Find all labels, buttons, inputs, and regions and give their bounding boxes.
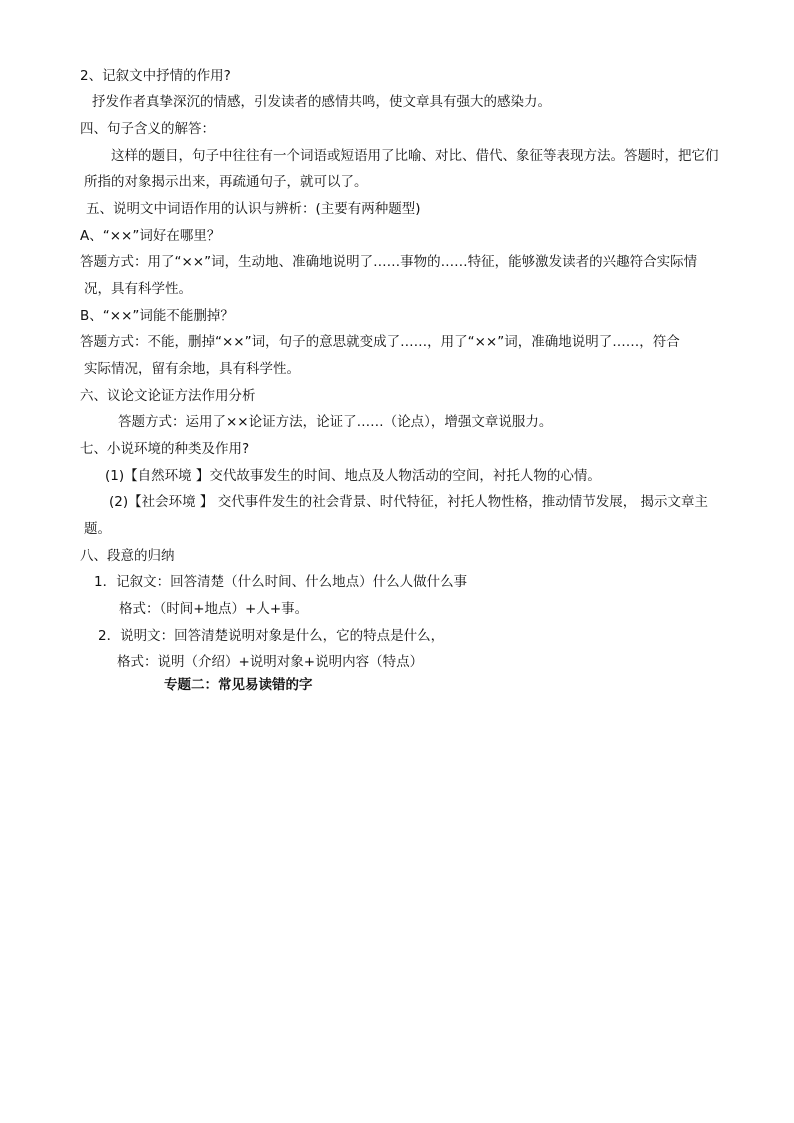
- paragraph-sentence-meaning-1: 这样的题目，句子中往往有一个词语或短语用了比喻、对比、借代、象征等表现方法。答题时，把它们: [111, 148, 719, 164]
- item-expository: 2．说明文：回答清楚说明对象是什么，它的特点是什么，: [98, 628, 445, 644]
- question-a: A、“××”词好在哪里？: [80, 228, 221, 244]
- section-heading-sentence-meaning: 四、句子含义的解答：: [80, 121, 215, 137]
- item-social-environment-1: (2)【社会环境 】 交代事件发生的社会背景、时代特征，衬托人物性格，推动情节发展， 揭示文章主: [109, 494, 708, 510]
- paragraph-sentence-meaning-2: 所指的对象揭示出来，再疏通句子，就可以了。: [84, 174, 368, 190]
- answer-argument-methods: 答题方式：运用了××论证方法，论证了……（论点），增强文章说服力。: [118, 414, 553, 430]
- question-b: B、“××”词能不能删掉？: [80, 308, 234, 324]
- item-natural-environment: (1)【自然环境 】交代故事发生的时间、地点及人物活动的空间，衬托人物的心情。: [105, 468, 601, 484]
- answer-lyric-function: 抒发作者真挚深沉的情感，引发读者的感情共鸣，使文章具有强大的感染力。: [92, 94, 551, 110]
- answer-b-2: 实际情况，留有余地，具有科学性。: [84, 361, 300, 377]
- item-social-environment-2: 题。: [84, 521, 111, 537]
- topic-heading-common-misread-characters: 专题二：常见易读错的字: [164, 677, 313, 693]
- section-heading-novel-environment: 七、小说环境的种类及作用?: [80, 441, 250, 457]
- section-heading-word-function: 五、说明文中词语作用的认识与辨析：(主要有两种题型): [86, 201, 421, 217]
- answer-b-1: 答题方式：不能，删掉“××”词，句子的意思就变成了……，用了“××”词，准确地说明了……，符合: [80, 334, 680, 350]
- item-narrative: 1．记叙文：回答清楚（什么时间、什么地点）什么人做什么事: [94, 574, 468, 590]
- format-expository: 格式：说明（介绍）+说明对象+说明内容（特点）: [117, 654, 424, 670]
- section-heading-argument-methods: 六、议论文论证方法作用分析: [80, 388, 256, 404]
- answer-a-1: 答题方式：用了“××”词，生动地、准确地说明了……事物的……特征，能够激发读者的兴趣符合实际情: [80, 254, 698, 270]
- section-heading-paragraph-summary: 八、段意的归纳: [80, 548, 175, 564]
- format-narrative: 格式：（时间+地点）+人+事。: [119, 601, 309, 617]
- answer-a-2: 况，具有科学性。: [84, 281, 192, 297]
- heading-lyric-function: 2、记叙文中抒情的作用?: [80, 68, 231, 84]
